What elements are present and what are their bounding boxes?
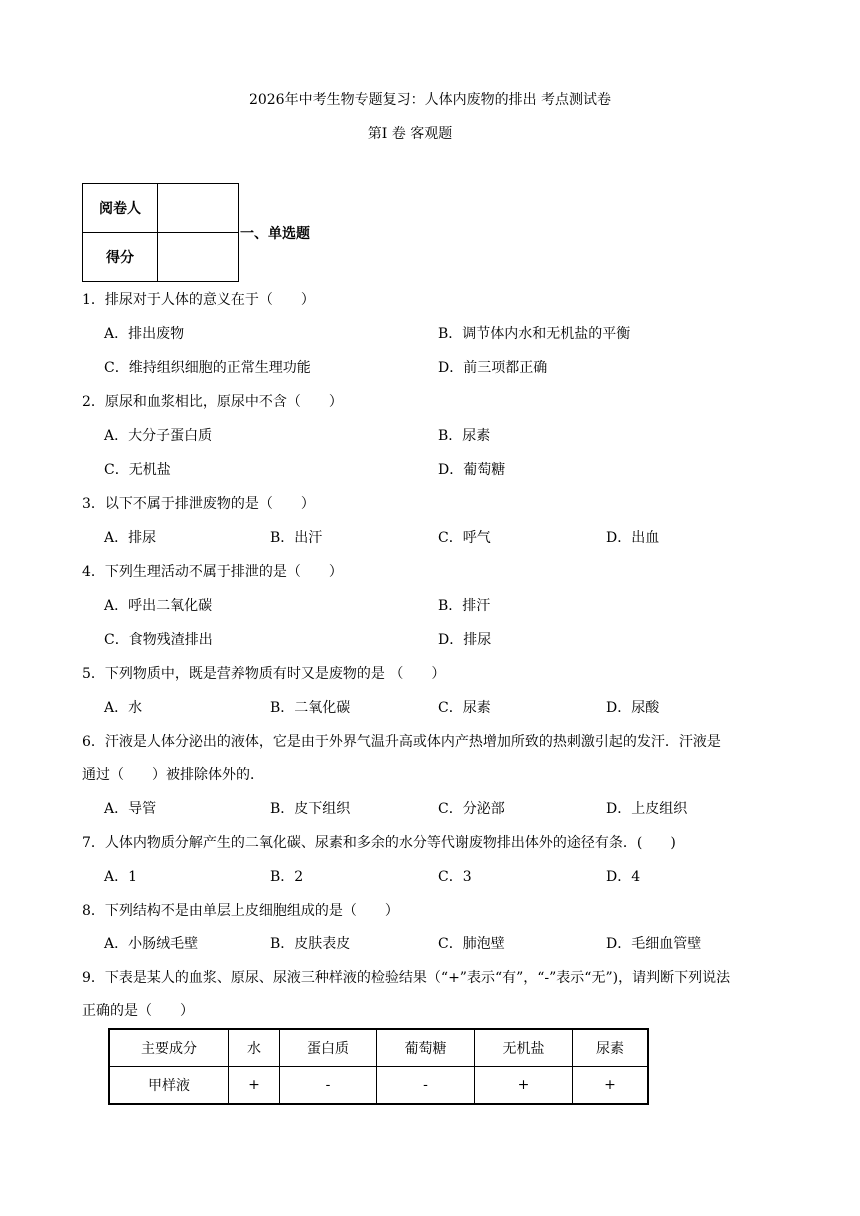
option-d[interactable]: D．上皮组织 — [606, 801, 688, 817]
option-d[interactable]: D．出血 — [606, 530, 660, 546]
option-b[interactable]: B．二氧化碳 — [270, 700, 351, 716]
table-header-cell: 葡萄糖 — [377, 1029, 475, 1067]
reviewer-field[interactable] — [158, 184, 239, 233]
table-header-cell: 主要成分 — [109, 1029, 229, 1067]
option-d[interactable]: D．尿酸 — [606, 700, 660, 716]
question-stem: 3．以下不属于排泄废物的是（ ） — [82, 496, 315, 512]
table-row — [109, 1067, 648, 1105]
reviewer-label: 阅卷人 — [83, 184, 158, 233]
question-stem: 6．汗液是人体分泌出的液体，它是由于外界气温升高或体内产热增加所致的热刺激引起的发汗．汗液是 — [82, 734, 721, 750]
score-label: 得分 — [83, 233, 158, 282]
option-c[interactable]: C．食物残渣排出 — [104, 632, 213, 648]
question-stem: 8．下列结构不是由单层上皮细胞组成的是（ ） — [82, 903, 399, 919]
option-c[interactable]: C．3 — [438, 869, 472, 885]
question-stem: 7．人体内物质分解产生的二氧化碳、尿素和多余的水分等代谢废物排出体外的途径有条．( ) — [82, 835, 676, 851]
table-header-cell: 无机盐 — [475, 1029, 573, 1067]
table-header-cell: 水 — [229, 1029, 280, 1067]
question-stem: 5．下列物质中，既是营养物质有时又是废物的是 （ ） — [82, 666, 446, 682]
table-header-cell: 尿素 — [573, 1029, 649, 1067]
question-stem: 2．原尿和血浆相比，原尿中不含（ ） — [82, 394, 343, 410]
question-stem-continued: 正确的是（ ） — [82, 1003, 194, 1019]
option-a[interactable]: A．呼出二氧化碳 — [104, 598, 213, 614]
option-a[interactable]: A．导管 — [104, 801, 157, 817]
option-d[interactable]: D．4 — [606, 869, 641, 885]
option-b[interactable]: B．尿素 — [438, 428, 491, 444]
score-box — [82, 183, 239, 282]
option-a[interactable]: A．排出废物 — [104, 326, 185, 342]
option-b[interactable]: B．皮肤表皮 — [270, 936, 351, 952]
question-stem: 4．下列生理活动不属于排泄的是（ ） — [82, 564, 343, 580]
option-b[interactable]: B．排汗 — [438, 598, 491, 614]
option-c[interactable]: C．维持组织细胞的正常生理功能 — [104, 360, 311, 376]
sample-table — [108, 1028, 649, 1105]
option-a[interactable]: A．1 — [104, 869, 138, 885]
table-cell: - — [377, 1067, 475, 1105]
option-d[interactable]: D．葡萄糖 — [438, 462, 506, 478]
option-c[interactable]: C．肺泡壁 — [438, 936, 505, 952]
option-b[interactable]: B．皮下组织 — [270, 801, 351, 817]
option-a[interactable]: A．排尿 — [104, 530, 157, 546]
table-header-row — [109, 1029, 648, 1067]
section-title: 一、单选题 — [240, 226, 310, 242]
question-stem: 1．排尿对于人体的意义在于（ ） — [82, 292, 315, 308]
table-cell: - — [280, 1067, 377, 1105]
option-b[interactable]: B．2 — [270, 869, 304, 885]
page-subtitle: 第Ⅰ 卷 客观题 — [367, 126, 453, 142]
page-title: 2026年中考生物专题复习：人体内废物的排出 考点测试卷 — [248, 92, 612, 108]
score-field[interactable] — [158, 233, 239, 282]
option-b[interactable]: B．调节体内水和无机盐的平衡 — [438, 326, 631, 342]
option-a[interactable]: A．大分子蛋白质 — [104, 428, 213, 444]
option-d[interactable]: D．毛细血管壁 — [606, 936, 702, 952]
table-cell: 甲样液 — [109, 1067, 229, 1105]
option-d[interactable]: D．前三项都正确 — [438, 360, 548, 376]
option-a[interactable]: A．水 — [104, 700, 143, 716]
question-stem-continued: 通过（ ）被排除体外的． — [82, 767, 264, 783]
table-header-cell: 蛋白质 — [280, 1029, 377, 1067]
option-a[interactable]: A．小肠绒毛壁 — [104, 936, 199, 952]
option-b[interactable]: B．出汗 — [270, 530, 323, 546]
option-c[interactable]: C．尿素 — [438, 700, 491, 716]
question-stem: 9．下表是某人的血浆、原尿、尿液三种样液的检验结果（“+”表示“有”，“-”表示“无”)，请判断下列说法 — [82, 970, 731, 986]
table-cell: + — [229, 1067, 280, 1105]
table-cell: + — [475, 1067, 573, 1105]
option-d[interactable]: D．排尿 — [438, 632, 492, 648]
option-c[interactable]: C．无机盐 — [104, 462, 171, 478]
option-c[interactable]: C．呼气 — [438, 530, 491, 546]
option-c[interactable]: C．分泌部 — [438, 801, 505, 817]
table-cell: + — [573, 1067, 649, 1105]
